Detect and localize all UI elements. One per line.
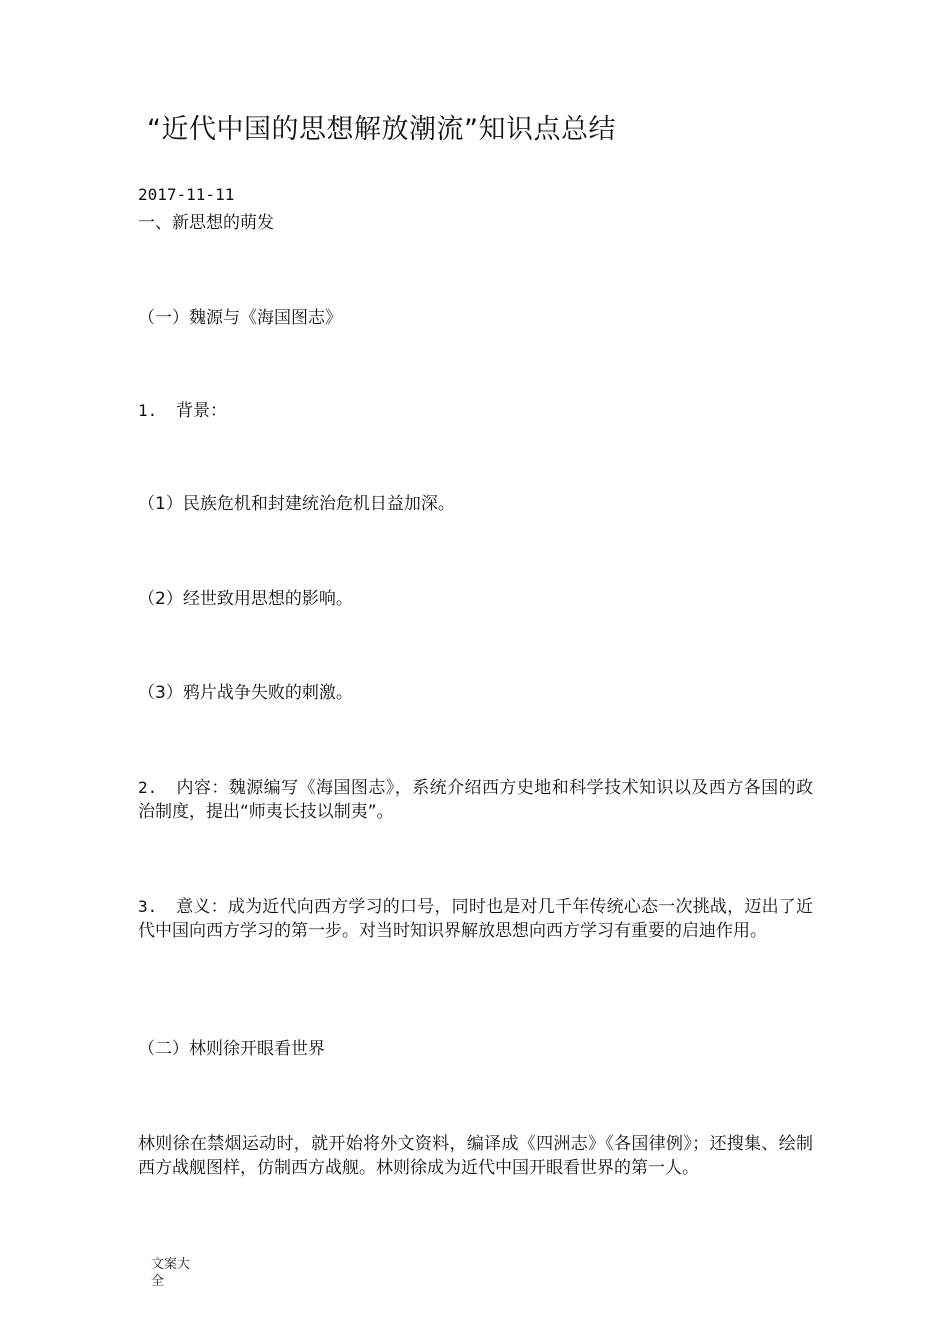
section-heading-1: 一、新思想的萌发 xyxy=(138,213,274,233)
background-point-1: （1）民族危机和封建统治危机日益加深。 xyxy=(138,494,455,514)
list-item-number: 3. xyxy=(138,897,158,916)
list-item-1 xyxy=(138,399,227,423)
list-item-text: 内容：魏源编写《海国图志》，系统介绍西方史地和科学技术知识以及西方各国的政治制度，提出“师夷长技以制夷”。 xyxy=(138,778,813,822)
list-item-number: 2. xyxy=(138,778,158,797)
background-point-3: （3）鸦片战争失败的刺激。 xyxy=(138,683,353,703)
document-date: 2017-11-11 xyxy=(138,185,235,204)
list-item-2 xyxy=(138,776,813,824)
list-item-number: 1. xyxy=(138,401,158,420)
list-item-3 xyxy=(138,895,813,943)
document-title: “近代中国的思想解放潮流”知识点总结 xyxy=(147,114,616,145)
footer-watermark: 文案大全 xyxy=(151,1257,191,1289)
subsection-heading-2: （二）林则徐开眼看世界 xyxy=(138,1039,325,1059)
background-point-2: （2）经世致用思想的影响。 xyxy=(138,589,353,609)
lin-zexu-paragraph: 林则徐在禁烟运动时，就开始将外文资料，编译成《四洲志》《各国律例》；还搜集、绘制西方战舰图样，仿制西方战舰。林则徐成为近代中国开眼看世界的第一人。 xyxy=(138,1134,813,1178)
subsection-heading-1: （一）魏源与《海国图志》 xyxy=(138,308,342,328)
list-item-text: 背景： xyxy=(176,401,227,421)
list-item-text: 意义：成为近代向西方学习的口号，同时也是对几千年传统心态一次挑战，迈出了近代中国向西方学习的第一步。对当时知识界解放思想向西方学习有重要的启迪作用。 xyxy=(138,897,813,941)
